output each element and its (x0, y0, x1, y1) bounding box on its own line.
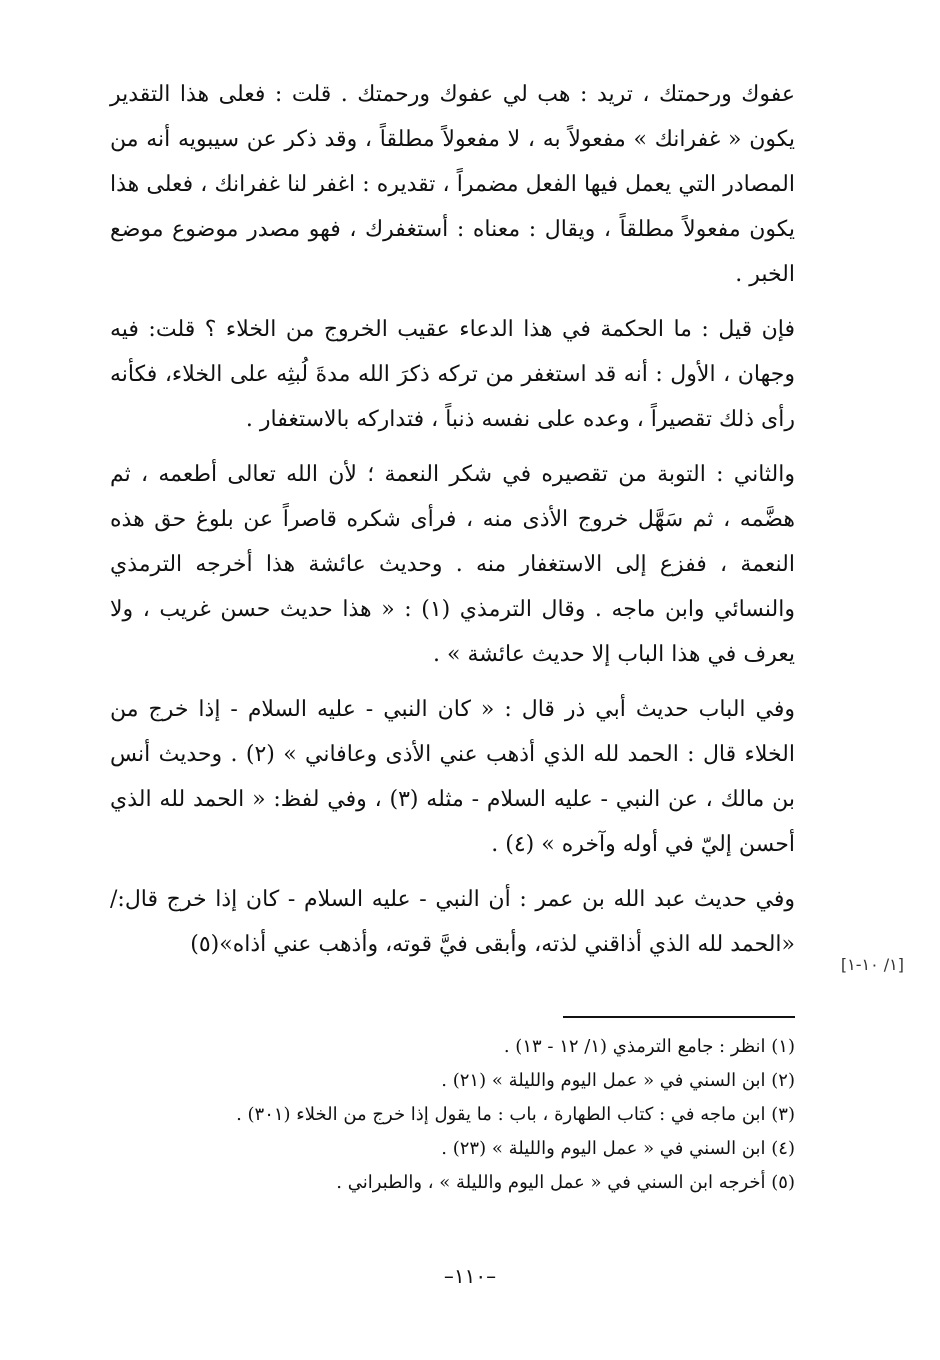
footnote-4: (٤) ابن السني في « عمل اليوم والليلة » (٢٣) . (441, 1138, 795, 1159)
footnote-3: (٣) ابن ماجه في : كتاب الطهارة ، باب : ما يقول إذا خرج من الخلاء (٣٠١) . (236, 1104, 795, 1125)
footnote-2: (٢) ابن السني في « عمل اليوم والليلة » (٢١) . (441, 1070, 795, 1091)
main-text (110, 72, 795, 977)
footnotes-section (110, 1030, 795, 1200)
paragraph-3: والثاني : التوبة من تقصيره في شكر النعمة ؛ لأن الله تعالى أطعمه ، ثم هضَّمه ، ثم سَهَّل خروج الأذى منه ، فرأى شكره قاصراً عن بلوغ حق هذه النعمة ، ففزع إلى الاستغفار منه . وحديث عائشة هذا أخرجه الترمذي والنسائي وابن ماجه . وقال الترمذي (١) : « هذا حديث حسن غريب ، ولا يعرف في هذا الباب إلا حديث عائشة » . (110, 462, 795, 667)
paragraph-4: وفي الباب حديث أبي ذر قال : « كان النبي - عليه السلام - إذا خرج من الخلاء قال : الحمد لله الذي أذهب عني الأذى وعافاني » (٢) . وحديث أنس بن مالك ، عن النبي - عليه السلام - مثله (٣) ، وفي لفظ: « الحمد لله الذي أحسن إليّ في أوله وآخره » (٤) . (110, 697, 796, 857)
paragraph-1: عفوك ورحمتك ، تريد : هب لي عفوك ورحمتك . قلت : فعلى هذا التقدير يكون « غفرانك » مفعولاً به ، لا مفعولاً مطلقاً ، وقد ذكر عن سيبويه أنه من المصادر التي يعمل فيها الفعل مضمراً ، تقديره : اغفر لنا غفرانك ، فعلى هذا يكون مفعولاً مطلقاً ، ويقال : معناه : أستغفرك ، فهو مصدر موضوع موضع الخبر . (110, 82, 795, 287)
footnote-5: (٥) أخرجه ابن السني في « عمل اليوم والليلة » ، والطبراني . (336, 1172, 795, 1193)
paragraph-2: فإن قيل : ما الحكمة في هذا الدعاء عقيب الخروج من الخلاء ؟ قلت: فيه وجهان ، الأول : أنه قد استغفر من تركه ذكرَ الله مدةَ لُبثِه على الخلاء، فكأنه رأى ذلك تقصيراً ، وعده على نفسه ذنباً ، فتداركه بالاستغفار . (110, 317, 795, 432)
footnote-1: (١) انظر : جامع الترمذي (١/ ١٢ - ١٣) . (503, 1036, 795, 1057)
footnote-divider (563, 1016, 795, 1018)
manuscript-folio-reference: [١/ ١٠-١] (840, 955, 904, 974)
paragraph-5: وفي حديث عبد الله بن عمر : أن النبي - عليه السلام - كان إذا خرج قال:/ «الحمد لله الذي أذاقني لذته، وأبقى فيَّ قوته، وأذهب عني أذاه»(٥) (110, 887, 795, 957)
page-number: –١١٠– (443, 1264, 497, 1288)
